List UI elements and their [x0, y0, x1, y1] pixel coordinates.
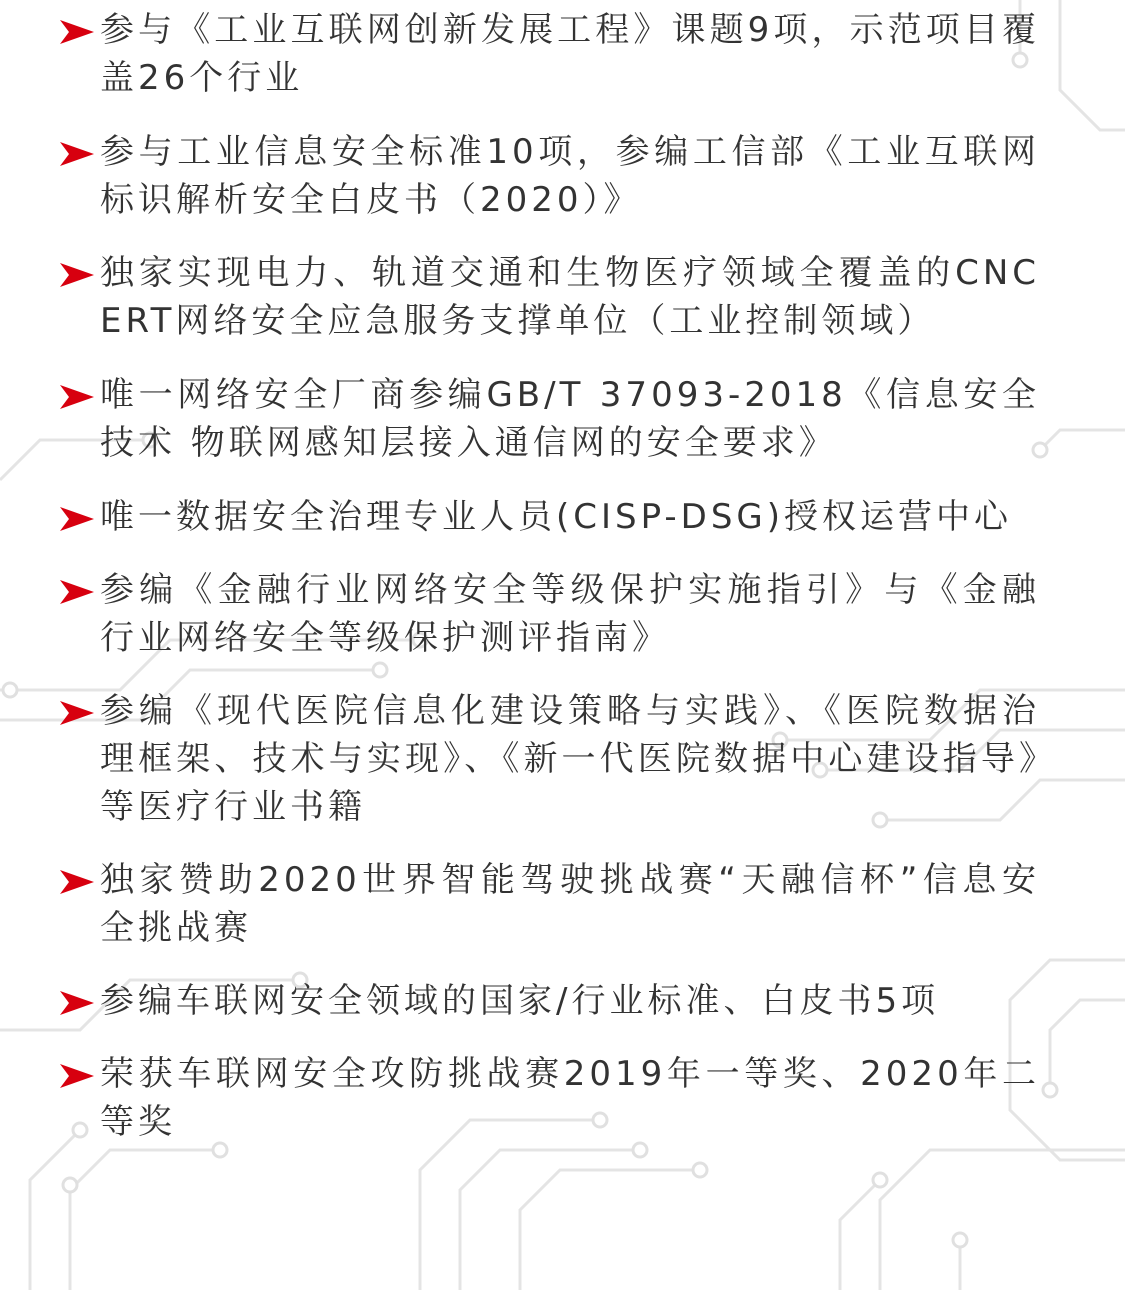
arrow-bullet-icon: [60, 385, 94, 409]
achievement-text: 唯一数据安全治理专业人员(CISP-DSG)授权运营中心: [100, 497, 1013, 537]
achievement-text: 参编《现代医院信息化建设策略与实践》、《医院数据治理框架、技术与实现》、《新一代医院数据中心建设指导》等医疗行业书籍: [100, 691, 1040, 827]
arrow-bullet-icon: [60, 1064, 94, 1088]
arrow-bullet-icon: [60, 991, 94, 1015]
achievement-text: 唯一网络安全厂商参编GB/T 37093-2018《信息安全技术 物联网感知层接入通信网的安全要求》: [100, 375, 1040, 463]
arrow-bullet-icon: [60, 263, 94, 287]
arrow-bullet-icon: [60, 507, 94, 531]
arrow-bullet-icon: [60, 20, 94, 44]
arrow-bullet-icon: [60, 142, 94, 166]
achievement-text: 参编《金融行业网络安全等级保护实施指引》与《金融行业网络安全等级保护测评指南》: [100, 570, 1040, 658]
arrow-bullet-icon: [60, 701, 94, 725]
arrow-bullet-icon: [60, 870, 94, 894]
achievement-text: 荣获车联网安全攻防挑战赛2019年一等奖、2020年二等奖: [100, 1054, 1040, 1142]
achievement-text: 独家实现电力、轨道交通和生物医疗领域全覆盖的CNCERT网络安全应急服务支撑单位（工业控制领域）: [100, 253, 1040, 341]
achievement-text: 参与工业信息安全标准10项，参编工信部《工业互联网标识解析安全白皮书（2020）》: [100, 132, 1040, 220]
arrow-bullet-icon: [60, 580, 94, 604]
achievement-text: 参与《工业互联网创新发展工程》课题9项，示范项目覆盖26个行业: [100, 10, 1040, 98]
achievement-text: 独家赞助2020世界智能驾驶挑战赛“天融信杯”信息安全挑战赛: [100, 860, 1040, 948]
achievement-text: 参编车联网安全领域的国家/行业标准、白皮书5项: [100, 981, 940, 1021]
